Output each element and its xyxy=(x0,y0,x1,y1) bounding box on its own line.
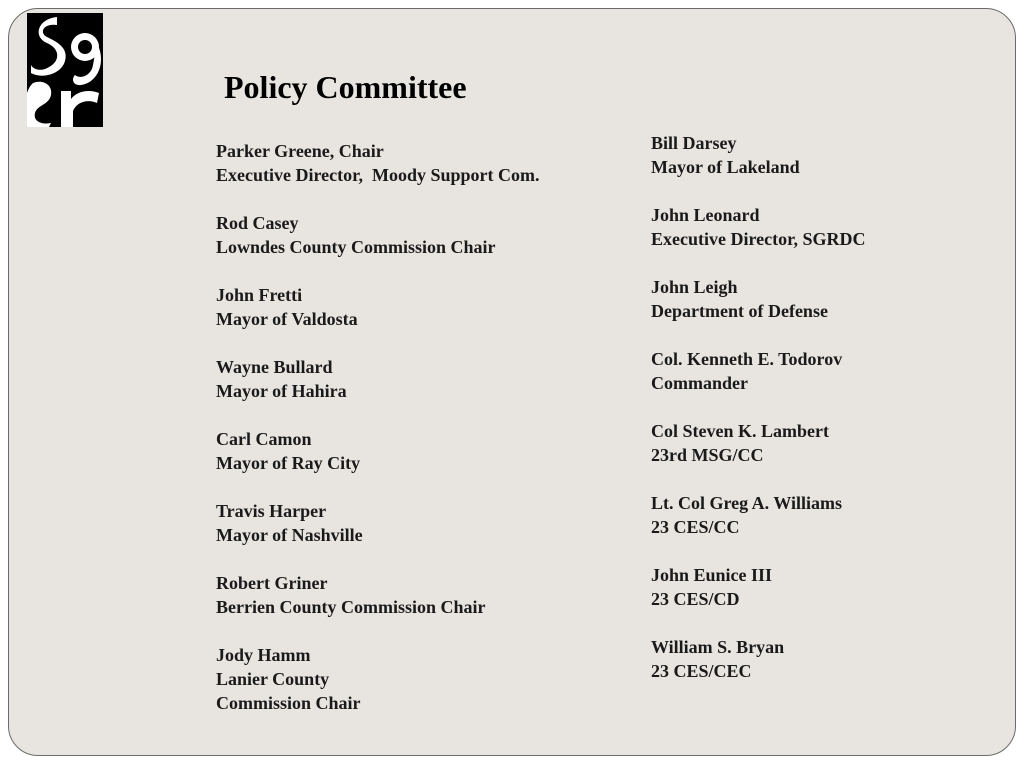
member-role: Executive Director, Moody Support Com. xyxy=(216,165,540,185)
list-item xyxy=(216,499,546,547)
list-item xyxy=(651,491,981,539)
member-role: 23rd MSG/CC xyxy=(651,445,764,465)
member-name: Wayne Bullard xyxy=(216,357,333,377)
member-role: Lowndes County Commission Chair xyxy=(216,237,496,257)
member-role: Department of Defense xyxy=(651,301,828,321)
member-name: Robert Griner xyxy=(216,573,328,593)
list-item xyxy=(651,563,981,611)
member-role: Lanier County xyxy=(216,669,330,689)
member-role: Executive Director, SGRDC xyxy=(651,229,866,249)
member-name: Bill Darsey xyxy=(651,133,737,153)
list-item xyxy=(216,139,546,187)
list-item xyxy=(651,419,981,467)
list-item xyxy=(651,275,981,323)
member-role: 23 CES/CD xyxy=(651,589,740,609)
list-item xyxy=(216,211,546,259)
member-name: Jody Hamm xyxy=(216,645,311,665)
member-role: Mayor of Ray City xyxy=(216,453,361,473)
sgrdc-logo-icon xyxy=(27,13,103,127)
left-member-list xyxy=(216,139,546,739)
member-name: John Leonard xyxy=(651,205,760,225)
member-role: Mayor of Hahira xyxy=(216,381,347,401)
member-name: John Leigh xyxy=(651,277,738,297)
member-name: Rod Casey xyxy=(216,213,299,233)
list-item xyxy=(651,131,981,179)
member-role-line2: Commission Chair xyxy=(216,693,361,713)
member-name: Col. Kenneth E. Todorov xyxy=(651,349,843,369)
member-name: John Fretti xyxy=(216,285,303,305)
list-item xyxy=(216,643,546,715)
member-name: William S. Bryan xyxy=(651,637,785,657)
list-item xyxy=(216,427,546,475)
list-item xyxy=(651,203,981,251)
member-role: Mayor of Lakeland xyxy=(651,157,800,177)
list-item xyxy=(216,571,546,619)
list-item xyxy=(651,347,981,395)
member-name: Carl Camon xyxy=(216,429,312,449)
member-role: Berrien County Commission Chair xyxy=(216,597,486,617)
page-title: Policy Committee xyxy=(224,69,467,105)
member-name: Col Steven K. Lambert xyxy=(651,421,829,441)
member-name: Travis Harper xyxy=(216,501,327,521)
list-item xyxy=(216,355,546,403)
member-name: Lt. Col Greg A. Williams xyxy=(651,493,843,513)
member-role: Mayor of Valdosta xyxy=(216,309,358,329)
member-role: 23 CES/CEC xyxy=(651,661,752,681)
slide xyxy=(8,8,1016,756)
member-role: 23 CES/CC xyxy=(651,517,740,537)
member-name: Parker Greene, Chair xyxy=(216,141,384,161)
list-item xyxy=(216,283,546,331)
member-role: Commander xyxy=(651,373,748,393)
right-member-list xyxy=(651,131,981,707)
member-name: John Eunice III xyxy=(651,565,773,585)
list-item xyxy=(651,635,981,683)
member-role: Mayor of Nashville xyxy=(216,525,363,545)
